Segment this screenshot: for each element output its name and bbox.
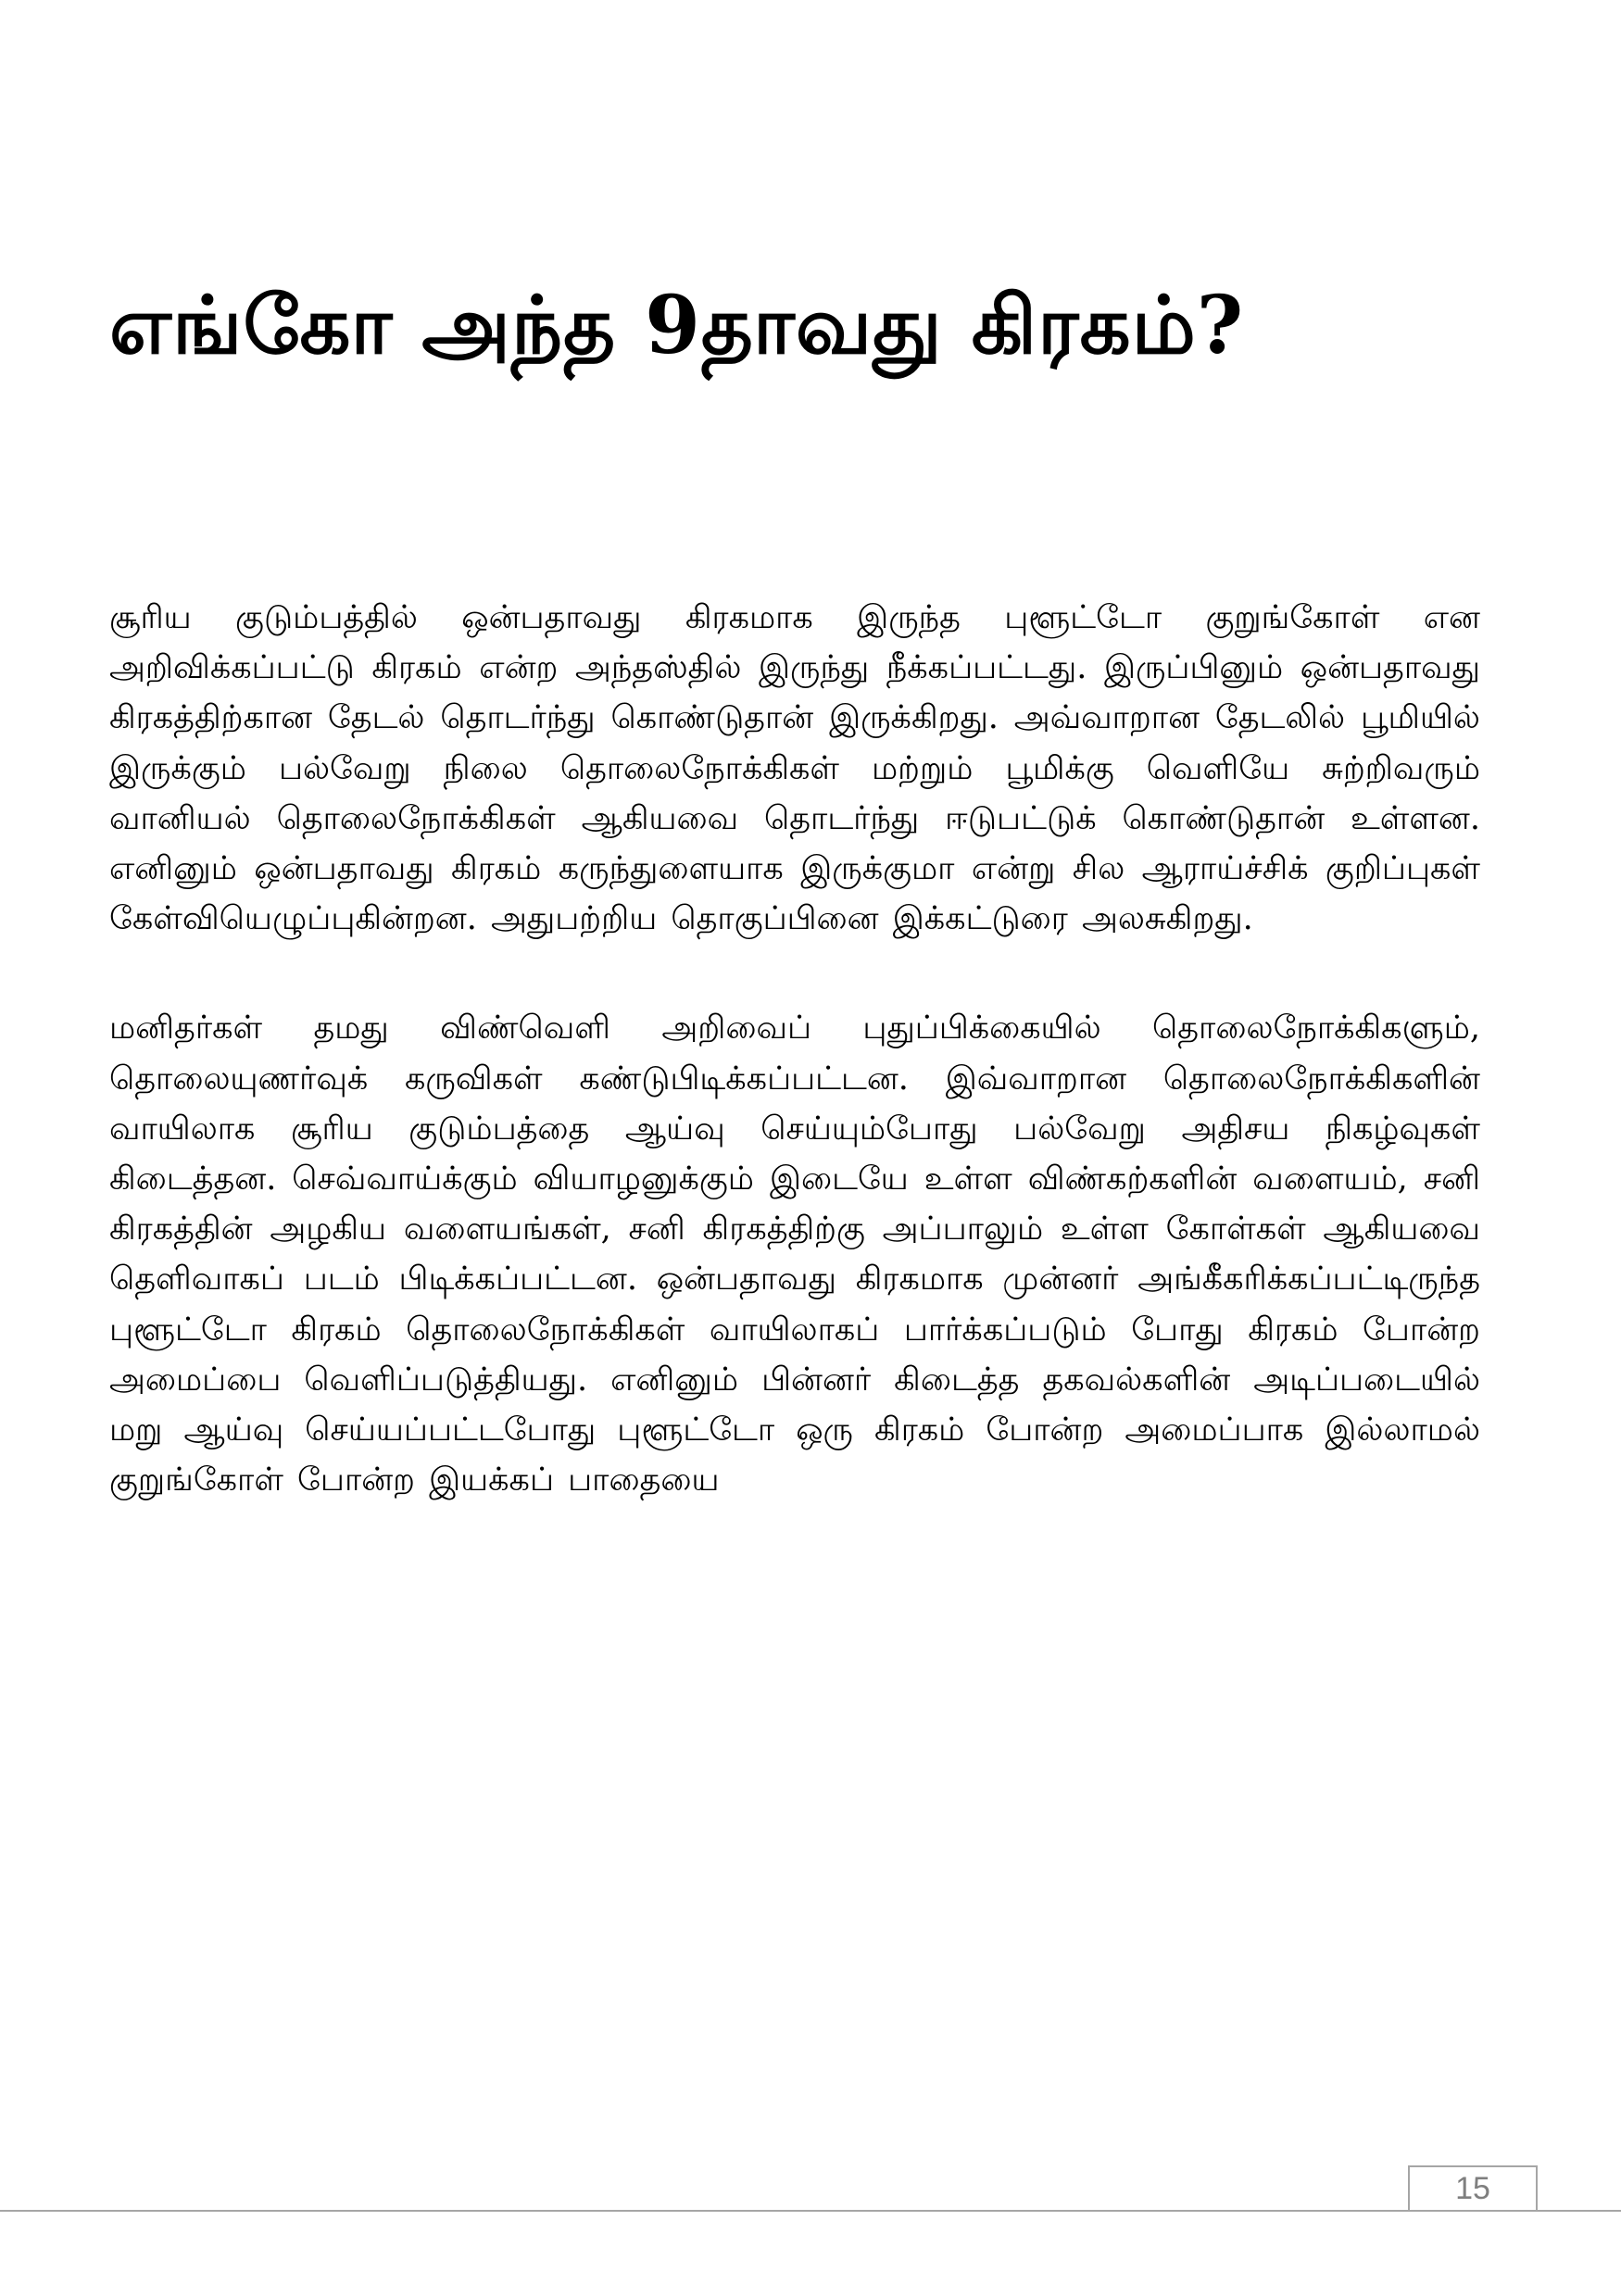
- footer-divider: [0, 2210, 1621, 2212]
- page-title: எங்கோ அந்த 9தாவது கிரகம்?: [109, 279, 1245, 372]
- page-number: 15: [1408, 2165, 1538, 2210]
- paragraph-1: சூரிய குடும்பத்தில் ஒன்பதாவது கிரகமாக இருந்த புளூட்டோ குறுங்கோள் என அறிவிக்கப்பட்டு கிரகம் என்ற அந்தஸ்தில் இருந்து நீக்கப்பட்டது. இருப்பினும் ஒன்பதாவது கிரகத்திற்கான தேடல் தொடர்ந்து கொண்டுதான் இருக்கிறது. அவ்வாறான தேடலில் பூமியில் இருக்கும் பல்வேறு நிலை தொலைநோக்கிகள் மற்றும் பூமிக்கு வெளியே சுற்றிவரும் வானியல் தொலைநோக்கிகள் ஆகியவை தொடர்ந்து ஈடுபட்டுக் கொண்டுதான் உள்ளன. எனினும் ஒன்பதாவது கிரகம் கருந்துளையாக இருக்குமா என்று சில ஆராய்ச்சிக் குறிப்புகள் கேள்வியெழுப்புகின்றன. அதுபற்றிய தொகுப்பினை இக்கட்டுரை அலசுகிறது.: [109, 599, 1480, 938]
- article-body: [109, 593, 1480, 1505]
- paragraph-2: மனிதர்கள் தமது விண்வெளி அறிவைப் புதுப்பிக்கையில் தொலைநோக்கிகளும், தொலையுணர்வுக் கருவிகள் கண்டுபிடிக்கப்பட்டன. இவ்வாறான தொலைநோக்கிகளின் வாயிலாக சூரிய குடும்பத்தை ஆய்வு செய்யும்போது பல்வேறு அதிசய நிகழ்வுகள் கிடைத்தன. செவ்வாய்க்கும் வியாழனுக்கும் இடையே உள்ள விண்கற்களின் வளையம், சனி கிரகத்தின் அழகிய வளையங்கள், சனி கிரகத்திற்கு அப்பாலும் உள்ள கோள்கள் ஆகியவை தெளிவாகப் படம் பிடிக்கப்பட்டன. ஒன்பதாவது கிரகமாக முன்னர் அங்கீகரிக்கப்பட்டிருந்த புளூட்டோ கிரகம் தொலைநோக்கிகள் வாயிலாகப் பார்க்கப்படும் போது கிரகம் போன்ற அமைப்பை வெளிப்படுத்தியது. எனினும் பின்னர் கிடைத்த தகவல்களின் அடிப்படையில் மறு ஆய்வு செய்யப்பட்டபோது புளூட்டோ ஒரு கிரகம் போன்ற அமைப்பாக இல்லாமல் குறுங்கோள் போன்ற இயக்கப் பாதையை: [109, 1010, 1480, 1499]
